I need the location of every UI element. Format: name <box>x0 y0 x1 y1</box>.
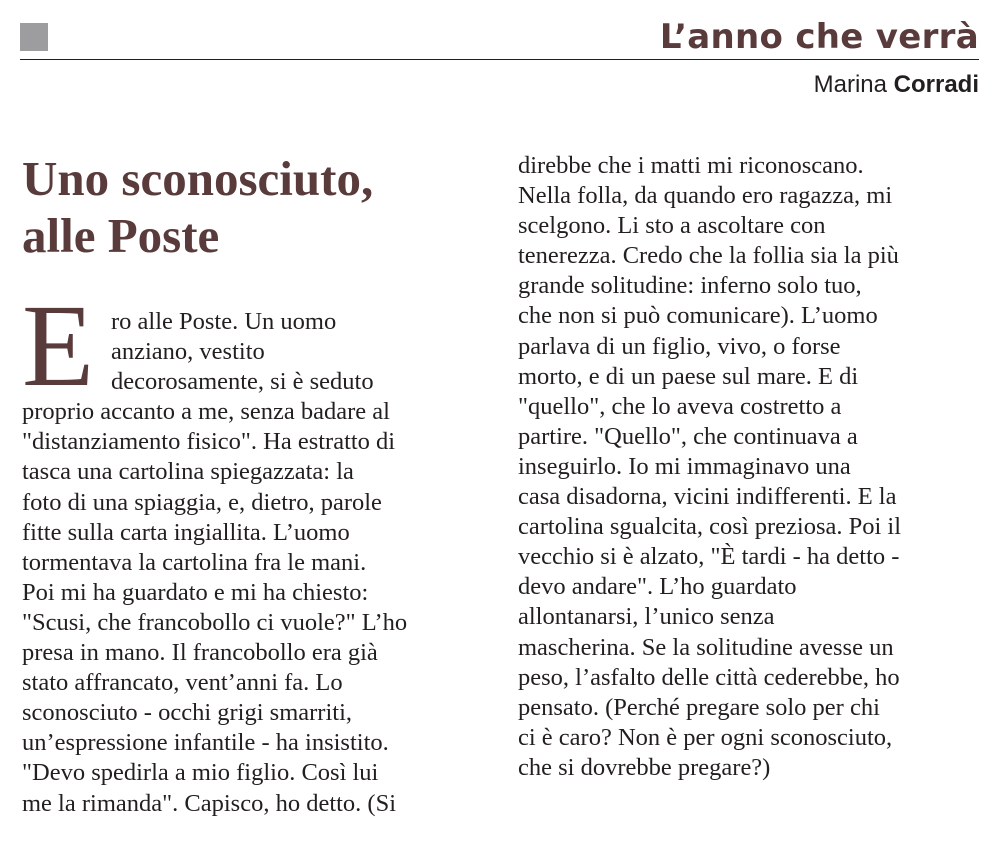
text-line: inseguirlo. Io mi immaginavo una <box>518 452 851 480</box>
text-line: fitte sulla carta ingiallita. L’uomo <box>22 518 350 546</box>
text-line: foto di una spiaggia, e, dietro, parole <box>22 488 382 516</box>
text-line: me la rimanda". Capisco, ho detto. (Si <box>22 789 397 817</box>
text-line: vecchio si è alzato, "È tardi - ha detto - <box>518 543 900 571</box>
text-line: Poi mi ha guardato e mi ha chiesto: <box>22 578 369 606</box>
text-line: un’espressione infantile - ha insistito. <box>22 729 389 757</box>
text-line: allontanarsi, l’unico senza <box>518 603 775 631</box>
text-line: Nella folla, da quando ero ragazza, mi <box>518 182 893 210</box>
text-line: morto, e di un paese sul mare. E di <box>518 362 859 390</box>
text-line: che non si può comunicare). L’uomo <box>518 302 878 330</box>
text-line: anziano, vestito <box>111 338 265 366</box>
text-line: cartolina sgualcita, così preziosa. Poi il <box>518 513 902 541</box>
byline-surname: Corradi <box>893 71 979 98</box>
text-line: peso, l’asfalto delle città cederebbe, ho <box>518 663 900 691</box>
section-marker-square <box>20 23 48 51</box>
text-line: decorosamente, si è seduto <box>111 368 374 396</box>
text-line: ro alle Poste. Un uomo <box>111 308 337 335</box>
header-rule <box>20 59 979 60</box>
text-line: parlava di un figlio, vivo, o forse <box>518 332 841 360</box>
column-rubric: L’anno che verrà <box>659 17 979 57</box>
text-line: "distanziamento fisico". Ha estratto di <box>22 428 396 456</box>
text-line: "quello", che lo aveva costretto a <box>518 392 842 420</box>
drop-cap: E <box>22 280 95 411</box>
text-line: partire. "Quello", che continuava a <box>518 422 858 450</box>
text-line: sconosciuto - occhi grigi smarriti, <box>22 699 352 727</box>
text-line: che si dovrebbe pregare?) <box>518 753 771 781</box>
byline <box>814 70 979 100</box>
text-line: scelgono. Li sto a ascoltare con <box>518 212 826 240</box>
text-line: ci è caro? Non è per ogni sconosciuto, <box>518 723 893 751</box>
text-line: tenerezza. Credo che la follia sia la più <box>518 242 899 270</box>
text-line: "Devo spedirla a mio figlio. Così lui <box>22 759 379 787</box>
text-line: grande solitudine: inferno solo tuo, <box>518 272 862 300</box>
byline-first-name: Marina <box>813 71 887 98</box>
text-line: presa in mano. Il francobollo era già <box>22 639 378 667</box>
text-line: mascherina. Se la solitudine avesse un <box>518 633 894 661</box>
text-line: stato affrancato, vent’anni fa. Lo <box>22 669 343 697</box>
text-line: direbbe che i matti mi riconoscano. <box>518 152 864 179</box>
text-line: proprio accanto a me, senza badare al <box>22 398 390 426</box>
text-line: casa disadorna, vicini indifferenti. E la <box>518 483 897 511</box>
article-column-left <box>22 307 492 819</box>
text-line: "Scusi, che francobollo ci vuole?" L’ho <box>22 608 408 636</box>
text-line: pensato. (Perché pregare solo per chi <box>518 693 880 721</box>
headline-line: Uno sconosciuto, <box>22 151 374 206</box>
headline-line: alle Poste <box>22 208 220 263</box>
text-line: devo andare". L’ho guardato <box>518 573 797 601</box>
article-column-right <box>518 151 988 783</box>
article-headline <box>22 150 492 264</box>
text-line: tormentava la cartolina fra le mani. <box>22 548 367 576</box>
text-line: tasca una cartolina spiegazzata: la <box>22 458 354 486</box>
